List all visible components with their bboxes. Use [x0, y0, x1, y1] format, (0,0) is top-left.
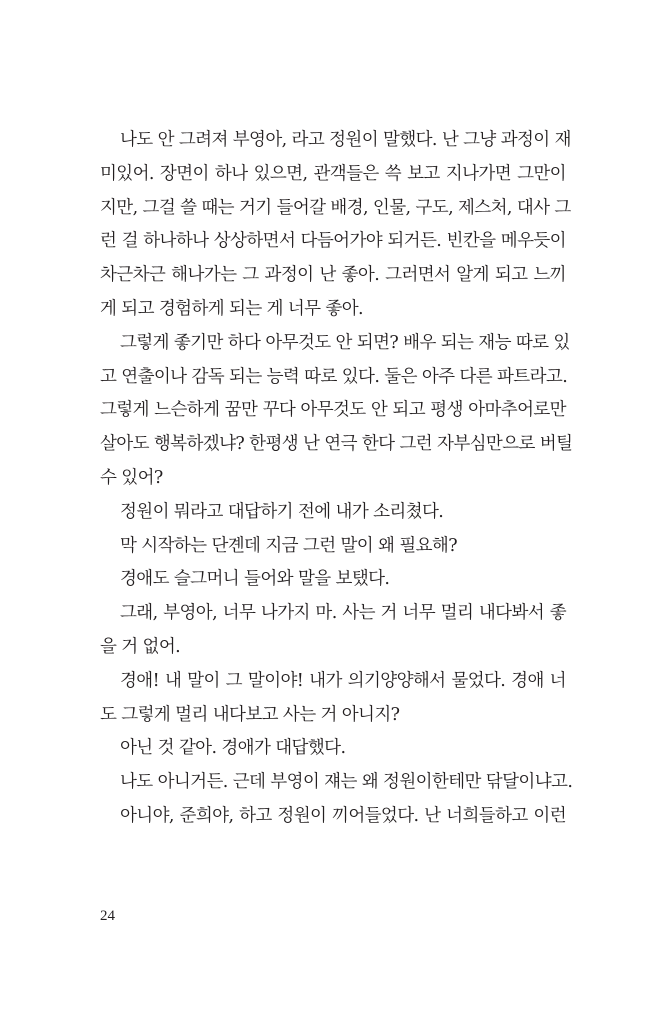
text-line: 고 연출이나 감독 되는 능력 따로 있다. 둘은 아주 다른 파트라고. [100, 366, 568, 387]
text-line: 그래, 부영아, 너무 나가지 마. 사는 거 너무 멀리 내다봐서 좋 [120, 603, 566, 624]
text-line: 정원이 뭐라고 대답하기 전에 내가 소리쳤다. [120, 501, 444, 522]
text-line: 경애도 슬그머니 들어와 말을 보탰다. [120, 569, 390, 590]
body-text [100, 124, 573, 834]
text-line: 나도 안 그려져 부영아, 라고 정원이 말했다. 난 그냥 과정이 재 [120, 130, 571, 150]
text-line: 도 그렇게 멀리 내다보고 사는 거 아니지? [100, 704, 400, 725]
text-line: 그렇게 느슨하게 꿈만 꾸다 아무것도 안 되고 평생 아마추어로만 [100, 400, 566, 421]
page-number: 24 [100, 908, 115, 924]
text-line: 아닌 것 같아. 경애가 대답했다. [120, 738, 346, 759]
text-line: 지만, 그걸 쓸 때는 거기 들어갈 배경, 인물, 구도, 제스처, 대사 그 [100, 197, 571, 218]
text-line: 미있어. 장면이 하나 있으면, 관객들은 쓱 보고 지나가면 그만이 [100, 163, 566, 184]
text-line: 그렇게 좋기만 하다 아무것도 안 되면? 배우 되는 재능 따로 있 [120, 332, 570, 353]
text-line: 경애! 내 말이 그 말이야! 내가 의기양양해서 물었다. 경애 너 [120, 670, 566, 691]
text-line: 나도 아니거든. 근데 부영이 쟤는 왜 정원이한테만 닦달이냐고. [120, 772, 573, 793]
text-line: 게 되고 경험하게 되는 게 너무 좋아. [100, 298, 364, 319]
text-line: 막 시작하는 단곈데 지금 그런 말이 왜 필요해? [120, 535, 458, 556]
text-line: 을 거 없어. [100, 636, 181, 657]
text-line: 차근차근 해나가는 그 과정이 난 좋아. 그러면서 알게 되고 느끼 [100, 265, 566, 286]
text-line: 수 있어? [100, 467, 163, 488]
text-line: 아니야, 준희야, 하고 정원이 끼어들었다. 난 너희들하고 이런 [120, 805, 566, 826]
text-line: 살아도 행복하겠냐? 한평생 난 연극 한다 그런 자부심만으로 버틸 [100, 434, 573, 455]
text-line: 런 걸 하나하나 상상하면서 다듬어가야 되거든. 빈칸을 메우듯이 [100, 231, 566, 252]
